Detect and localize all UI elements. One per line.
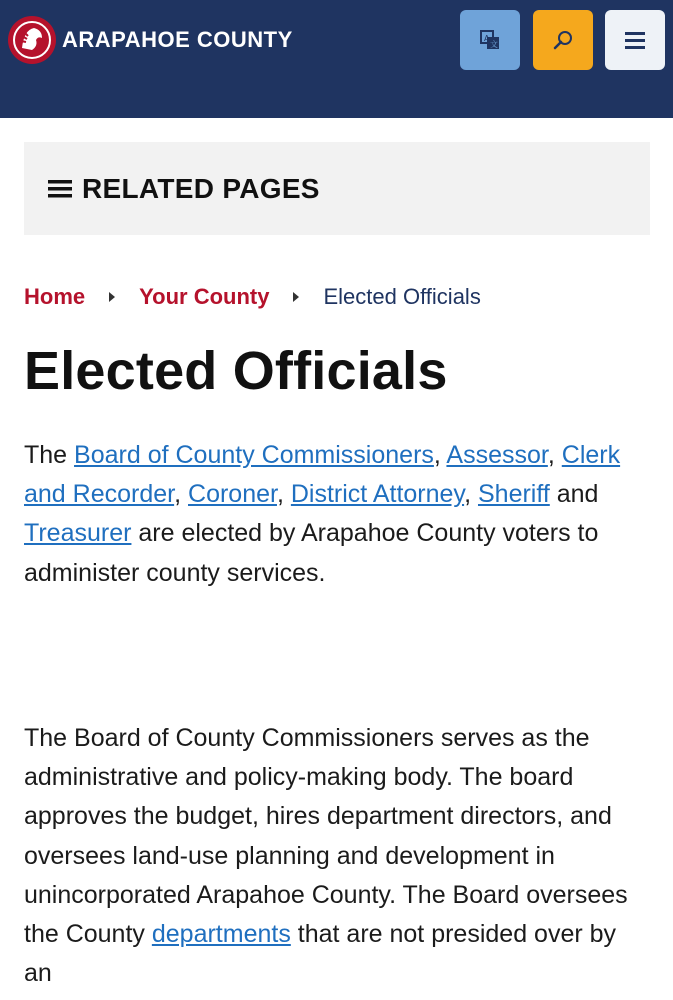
coroner-link[interactable]: Coroner xyxy=(188,480,277,509)
intro-tail: are elected by Arapahoe County voters to administer county services. xyxy=(24,519,599,587)
separator: , xyxy=(464,480,478,509)
hamburger-icon xyxy=(624,30,646,50)
site-header xyxy=(0,0,673,118)
related-pages-toggle[interactable] xyxy=(24,142,650,235)
chevron-right-icon xyxy=(293,292,299,302)
chevron-right-icon xyxy=(109,292,115,302)
separator: , xyxy=(433,441,447,469)
search-button[interactable] xyxy=(533,10,593,70)
separator: , xyxy=(547,441,562,469)
intro-paragraph xyxy=(24,436,624,593)
page-title: Elected Officials xyxy=(24,341,448,401)
treasurer-link[interactable]: Treasurer xyxy=(24,519,132,548)
board-link[interactable]: Board of County Commissioners xyxy=(74,441,434,469)
board-tail: that are not presided over by an xyxy=(24,920,617,988)
svg-text:文: 文 xyxy=(490,40,498,49)
svg-text:A: A xyxy=(484,34,490,43)
board-text: The Board of County Commissioners serves as the administrative and policy-making body. The board approves the budget, hires department directors, and oversees land-use planning and development in unincorporated Arapahoe County. The Board oversees the County xyxy=(24,724,628,949)
district-attorney-link[interactable]: District Attorney xyxy=(290,480,465,509)
intro-text: The xyxy=(24,441,75,469)
board-paragraph xyxy=(24,719,644,993)
assessor-link[interactable]: Assessor xyxy=(446,441,548,469)
breadcrumb xyxy=(24,280,481,314)
related-pages-title: RELATED PAGES xyxy=(82,172,320,204)
separator: , xyxy=(276,480,291,509)
separator: , xyxy=(174,480,189,509)
departments-link[interactable]: departments xyxy=(151,920,291,949)
translate-button[interactable] xyxy=(460,10,520,70)
site-logo[interactable] xyxy=(8,16,293,64)
hamburger-icon xyxy=(48,178,72,200)
search-icon xyxy=(552,29,574,51)
breadcrumb-your-county[interactable]: Your County xyxy=(139,284,270,309)
breadcrumb-current: Elected Officials xyxy=(323,284,481,309)
county-seal-icon xyxy=(8,16,56,64)
menu-button[interactable] xyxy=(605,10,665,70)
breadcrumb-home[interactable]: Home xyxy=(24,284,86,309)
conjunction: and xyxy=(549,480,599,509)
sheriff-link[interactable]: Sheriff xyxy=(477,480,550,509)
site-name: ARAPAHOE COUNTY xyxy=(62,27,293,52)
clerk-recorder-link[interactable]: Clerk and Recorder xyxy=(24,441,621,509)
translate-icon xyxy=(479,29,501,51)
